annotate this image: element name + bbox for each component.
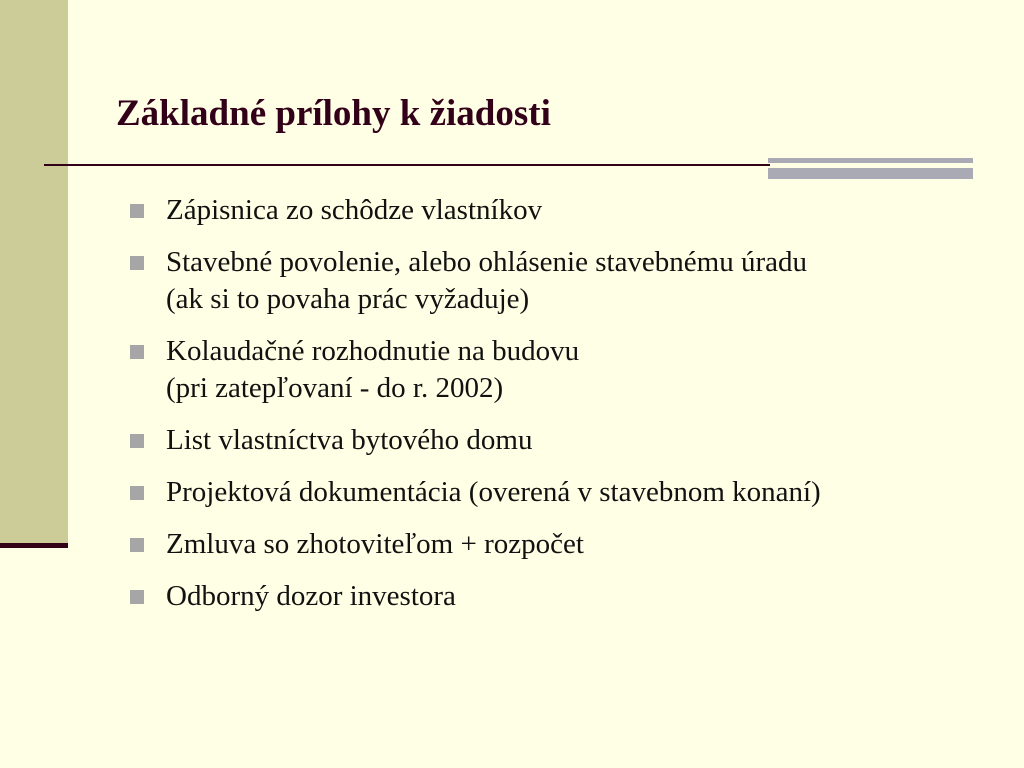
bullet-text: Zápisnica zo schôdze vlastníkov xyxy=(166,194,543,226)
bullet-text-continuation: (pri zatepľovaní - do r. 2002) xyxy=(166,372,504,404)
bullet-item xyxy=(128,192,1008,229)
bullet-text: Kolaudačné rozhodnutie na budovu xyxy=(166,335,580,367)
bullet-item xyxy=(128,244,1008,318)
bullet-item xyxy=(128,333,1008,407)
square-bullet-icon xyxy=(130,204,144,218)
bullet-text-continuation: (ak si to povaha prác vyžaduje) xyxy=(166,283,530,315)
square-bullet-icon xyxy=(130,538,144,552)
square-bullet-icon xyxy=(130,256,144,270)
bullet-text: Stavebné povolenie, alebo ohlásenie stavebnému úradu xyxy=(166,246,808,278)
bullet-item xyxy=(128,578,1008,615)
bullet-text: List vlastníctva bytového domu xyxy=(166,424,533,456)
decorative-bar-bottom xyxy=(768,168,973,179)
left-accent-band xyxy=(0,0,68,546)
bullet-text: Zmluva so zhotoviteľom + rozpočet xyxy=(166,528,584,560)
bullet-item xyxy=(128,474,1008,511)
left-band-divider xyxy=(0,543,68,548)
square-bullet-icon xyxy=(130,345,144,359)
square-bullet-icon xyxy=(130,590,144,604)
slide-title: Základné prílohy k žiadosti xyxy=(116,93,551,134)
bullet-item xyxy=(128,422,1008,459)
bullet-list xyxy=(128,192,1008,630)
bullet-text: Odborný dozor investora xyxy=(166,580,456,612)
square-bullet-icon xyxy=(130,486,144,500)
bullet-item xyxy=(128,526,1008,563)
bullet-text: Projektová dokumentácia (overená v stavebnom konaní) xyxy=(166,476,821,508)
decorative-bar-top xyxy=(768,158,973,163)
square-bullet-icon xyxy=(130,434,144,448)
title-divider xyxy=(44,164,770,166)
